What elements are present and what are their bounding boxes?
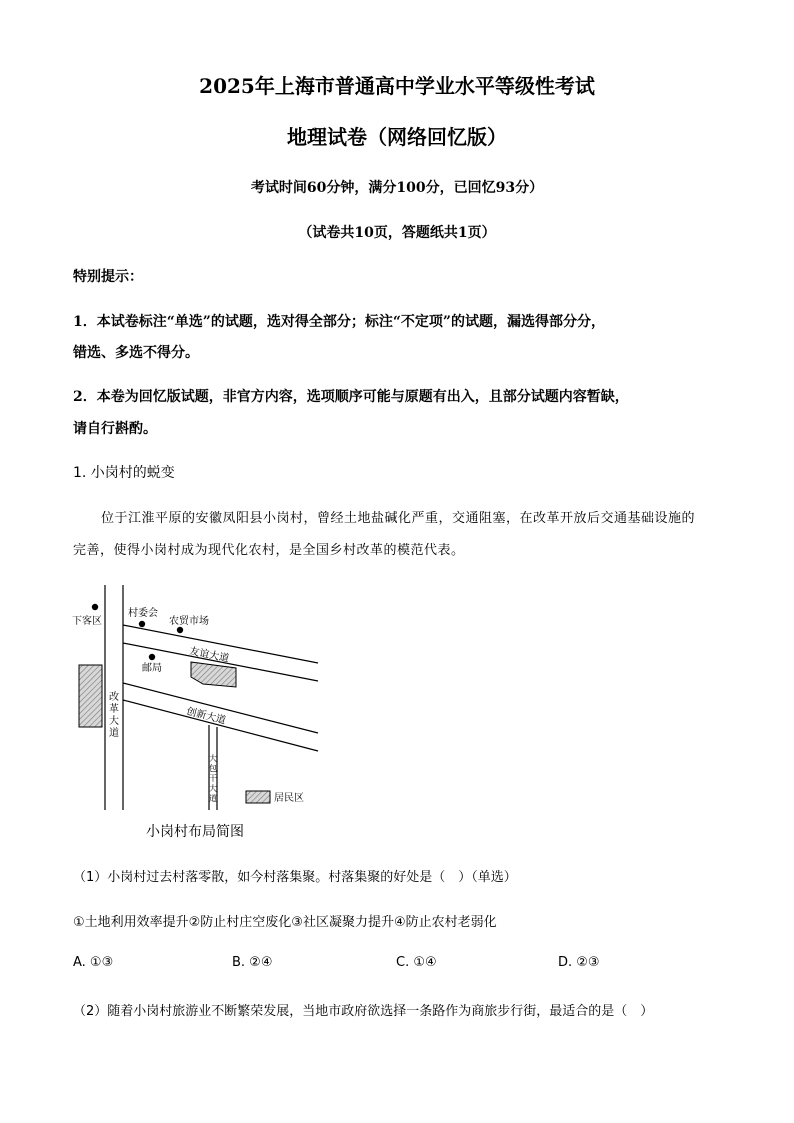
passage-line1: 位于江淮平原的安徽凤阳县小岗村，曾经土地盐碱化严重，交通阻塞，在改革开放后交通基础设施的: [101, 511, 696, 526]
cunweihui-label: 村委会: [128, 608, 158, 619]
youju-label: 邮局: [142, 663, 162, 674]
notes-heading: 特别提示：: [73, 269, 143, 285]
dabaogan-road-label: [209, 753, 217, 803]
nongmao-label: 农贸市场: [169, 616, 209, 627]
nongmao-marker: [177, 627, 183, 633]
q1-stem: （1）小岗村过去村落零散，如今村落集聚。村落集聚的好处是（ ）（单选）: [73, 870, 517, 885]
q1-option-b: B. ②④: [232, 955, 273, 970]
q2-stem: （2）随着小岗村旅游业不断繁荣发展，当地市政府欲选择一条路作为商旅步行街，最适合的是（ ）: [73, 1004, 654, 1019]
note1-line1: 1．本试卷标注“单选”的试题，选对得全部分；标注“不定项”的试题，漏选得部分分，: [73, 314, 605, 330]
note2-line1: 2．本卷为回忆版试题，非官方内容，选项顺序可能与原题有出入，且部分试题内容暂缺，: [73, 389, 629, 405]
youju-marker: [149, 654, 155, 660]
svg-text:大: 大: [209, 754, 217, 763]
svg-text:大: 大: [109, 716, 119, 727]
svg-text:包: 包: [209, 764, 217, 773]
youyi-road-label: 友谊大道: [188, 646, 230, 665]
xiakequ-label: 下客区: [72, 616, 102, 627]
cunweihui-marker: [139, 621, 145, 627]
pages-info: （试卷共10页，答题纸共1页）: [298, 225, 496, 241]
legend-residential-label: 居民区: [274, 793, 304, 804]
svg-text:道: 道: [209, 794, 217, 803]
q1-statements: ①土地利用效率提升②防止村庄空废化③社区凝聚力提升④防止农村老弱化: [73, 915, 497, 930]
section1-title: 1. 小岗村的蜕变: [73, 465, 175, 481]
exam-info: 考试时间60分钟，满分100分，已回忆93分）: [250, 180, 544, 196]
residential-area-central: [191, 662, 236, 687]
chuangxin-road-label: 创新大道: [185, 706, 227, 727]
note2-line2: 请自行斟酌。: [73, 421, 157, 437]
q1-option-c: C. ①④: [396, 955, 437, 970]
svg-text:改: 改: [109, 692, 119, 703]
svg-text:道: 道: [109, 728, 119, 739]
gaige-road-label: [109, 690, 119, 739]
exam-subtitle: 地理试卷（网络回忆版）: [287, 125, 507, 149]
svg-text:革: 革: [109, 704, 119, 715]
map-caption: 小岗村布局简图: [146, 824, 244, 840]
exam-title: 2025年上海市普通高中学业水平等级性考试: [199, 74, 595, 98]
legend-residential-swatch: [246, 791, 270, 803]
svg-text:干: 干: [209, 774, 217, 783]
village-layout-map: [60, 580, 340, 840]
q1-option-a: A. ①③: [73, 955, 114, 970]
residential-area-west: [79, 665, 102, 727]
note1-line2: 错选、多选不得分。: [73, 345, 199, 361]
passage-line2: 完善，使得小岗村成为现代化农村，是全国乡村改革的模范代表。: [73, 543, 465, 558]
q1-option-d: D. ②③: [558, 955, 600, 970]
xiakequ-marker: [92, 604, 98, 610]
svg-text:大: 大: [209, 784, 217, 793]
